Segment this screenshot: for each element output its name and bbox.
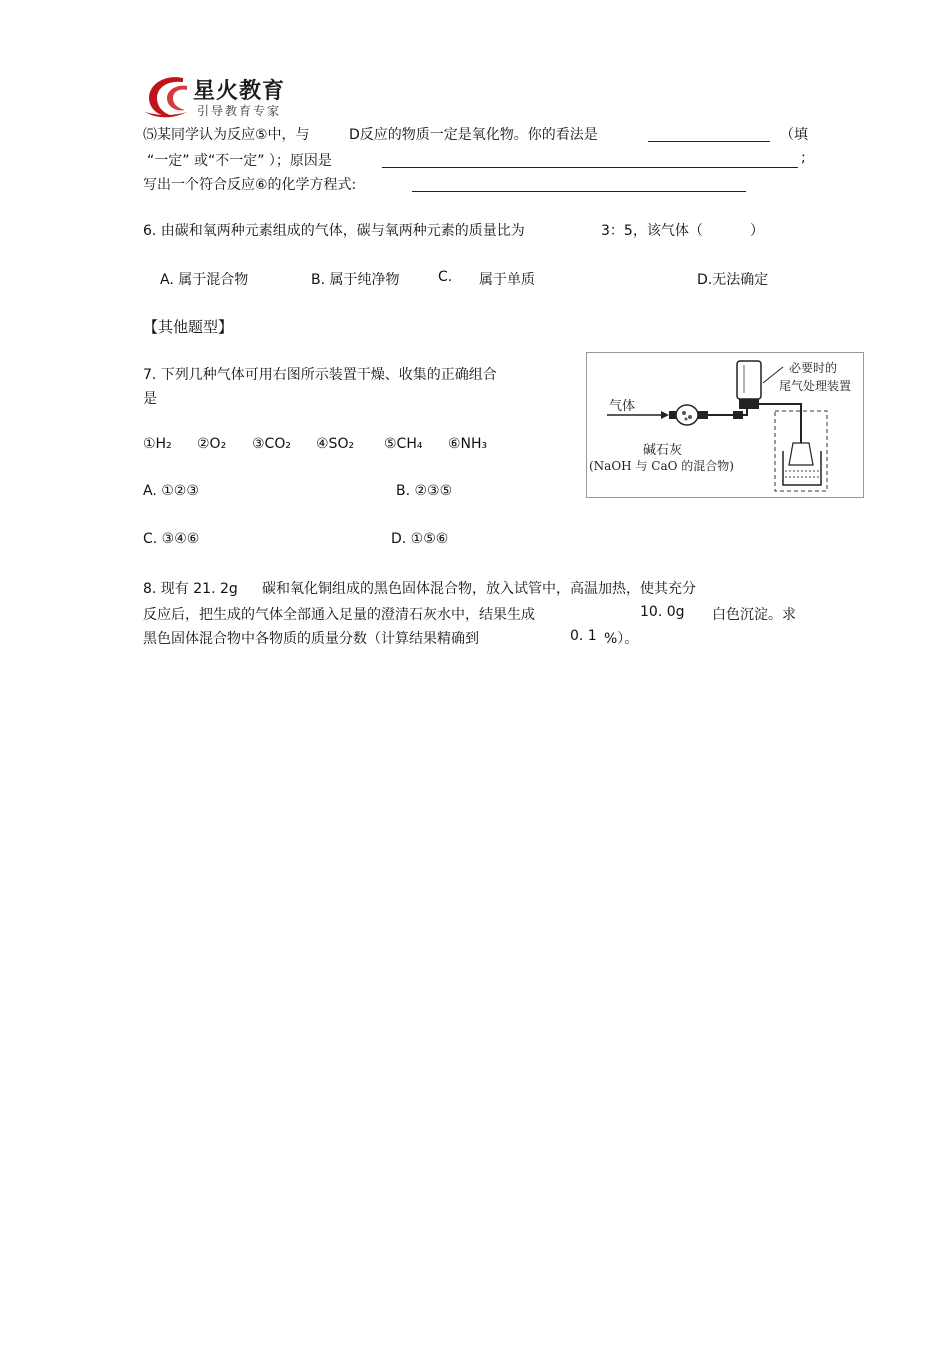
q6-option-c-text[interactable]: 属于单质 <box>479 272 535 288</box>
figure-drying-agent-note: (NaOH 与 CaO 的混合物) <box>589 459 734 473</box>
q7-option-d[interactable]: D. ①⑤⑥ <box>391 531 449 547</box>
q8-line2-b: 10. 0g <box>640 604 685 620</box>
q6-stem-a: 6. 由碳和氧两种元素组成的气体，碳与氧两种元素的质量比为 <box>143 223 525 239</box>
q7-gas-2: ②O₂ <box>197 436 227 452</box>
q5-line3-a: 写出一个符合反应⑥的化学方程式: <box>143 177 357 193</box>
figure-tail-label-1: 必要时的 <box>789 361 838 375</box>
section-heading: 【其他题型】 <box>143 318 234 336</box>
q6-option-d[interactable]: D.无法确定 <box>697 272 769 288</box>
figure-drying-agent: 碱石灰 <box>643 443 683 458</box>
q7-option-a[interactable]: A. ①②③ <box>143 483 199 499</box>
q5-answer-blank-1[interactable] <box>648 141 770 142</box>
q7-stem-line2: 是 <box>143 391 157 407</box>
q7-gas-4: ④SO₂ <box>316 436 355 452</box>
logo-mark-icon <box>143 72 195 120</box>
q7-gas-3: ③CO₂ <box>252 436 291 452</box>
figure-gas-label: 气体 <box>609 399 636 414</box>
q8-line3-a: 黑色固体混合物中各物质的质量分数（计算结果精确到 <box>143 631 479 647</box>
q8-line1-b: 碳和氧化铜组成的黑色固体混合物，放入试管中，高温加热，使其充分 <box>262 581 696 597</box>
q7-stem-line1: 7. 下列几种气体可用右图所示装置干燥、收集的正确组合 <box>143 367 497 383</box>
q7-option-b[interactable]: B. ②③⑤ <box>396 483 453 499</box>
q7-gas-6: ⑥NH₃ <box>448 436 488 452</box>
q7-option-c[interactable]: C. ③④⑥ <box>143 531 200 547</box>
q5-line1-c: （填 <box>780 127 808 143</box>
figure-tail-label-2: 尾气处理装置 <box>779 379 852 393</box>
q6-option-b[interactable]: B. 属于纯净物 <box>311 272 400 288</box>
q5-answer-blank-2[interactable] <box>382 167 798 168</box>
q5-answer-blank-3[interactable] <box>412 191 746 192</box>
q6-option-c-letter[interactable]: C. <box>438 269 453 285</box>
q7-gas-1: ①H₂ <box>143 436 172 452</box>
logo-slogan: 引导教育专家 <box>197 104 282 118</box>
q5-line2-b: ; <box>801 150 806 166</box>
q7-gas-5: ⑤CH₄ <box>384 436 423 452</box>
q6-option-a[interactable]: A. 属于混合物 <box>160 272 249 288</box>
q6-stem-b: 3：5，该气体（ <box>601 223 703 239</box>
q5-line1-b: D反应的物质一定是氧化物。你的看法是 <box>349 127 598 143</box>
q8-line3-b: 0. 1 <box>570 628 597 644</box>
q7-apparatus-figure <box>586 352 864 498</box>
logo-name: 星火教育 <box>193 79 286 104</box>
q8-line2-c: 白色沉淀。求 <box>712 607 796 623</box>
q5-line2-a: “一定” 或“不一定” ）；原因是 <box>147 153 332 169</box>
q8-line1-a: 8. 现有 21. 2g <box>143 581 238 597</box>
q8-line3-c: %）。 <box>604 631 639 647</box>
logo <box>143 72 301 120</box>
q5-line1-a: ⑸某同学认为反应⑤中，与 <box>143 127 310 143</box>
q6-stem-c: ） <box>750 223 764 239</box>
q8-line2-a: 反应后，把生成的气体全部通入足量的澄清石灰水中，结果生成 <box>143 607 535 623</box>
